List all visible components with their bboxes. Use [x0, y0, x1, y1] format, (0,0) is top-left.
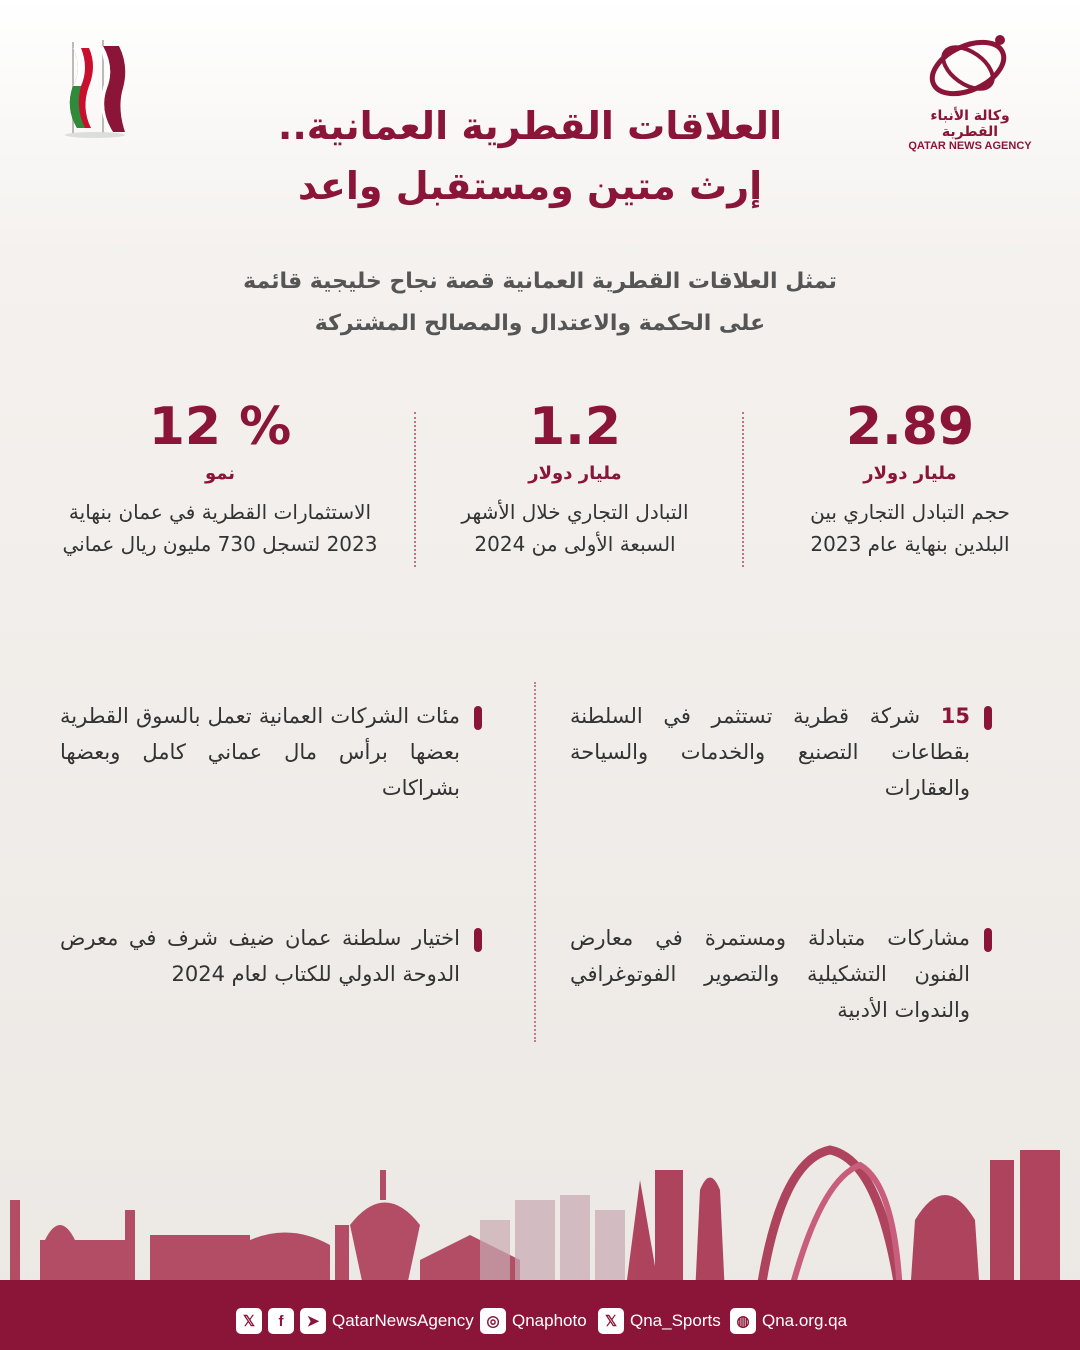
stat-trade-2024	[425, 395, 725, 560]
qna-logo-icon	[920, 30, 1020, 100]
bullet-marker	[984, 706, 992, 730]
bullet-marker	[984, 928, 992, 952]
subtitle-line2: على الحكمة والاعتدال والمصالح المشتركة	[314, 311, 766, 336]
globe-icon[interactable]: ◍	[730, 1308, 756, 1334]
bullet-highlight: 15	[940, 704, 970, 728]
x-icon[interactable]: 𝕏	[236, 1308, 262, 1334]
page-title-line1: العلاقات القطرية العمانية..	[277, 104, 783, 148]
bullet-book-fair	[60, 920, 460, 992]
facebook-icon[interactable]: f	[268, 1308, 294, 1334]
agency-name-en: QATAR NEWS AGENCY	[908, 140, 1032, 152]
page-title-line2: إرث متين ومستقبل واعد	[297, 164, 763, 208]
website[interactable]: Qna.org.qa	[762, 1311, 848, 1330]
stat-divider	[414, 412, 416, 567]
handle-sports[interactable]: Qna_Sports	[630, 1311, 721, 1330]
stat-investment-growth	[50, 395, 390, 560]
bullet-omani-companies	[60, 698, 460, 806]
stat-desc-line1: الاستثمارات القطرية في عمان بنهاية	[68, 500, 372, 524]
bullet-text: مئات الشركات العمانية تعمل بالسوق القطرية بعضها برأس مال عماني كامل وبعضها بشراكات	[60, 704, 460, 800]
bullet-cultural-exchange	[570, 920, 970, 1028]
stat-value: 1.2	[528, 397, 622, 457]
instagram-icon[interactable]: ◎	[480, 1308, 506, 1334]
social-sports[interactable]	[598, 1306, 721, 1336]
stat-desc-line1: التبادل التجاري خلال الأشهر	[461, 500, 689, 524]
bullets-divider	[534, 682, 536, 1042]
stat-trade-2023	[760, 395, 1060, 560]
stat-desc-line2: البلدين بنهاية عام 2023	[810, 532, 1010, 556]
bullet-marker	[474, 928, 482, 952]
social-photo[interactable]	[480, 1306, 587, 1336]
stat-desc	[760, 496, 1060, 560]
stat-desc-line2: السبعة الأولى من 2024	[474, 532, 676, 556]
subtitle-line1: تمثل العلاقات القطرية العمانية قصة نجاح خليجية قائمة	[243, 269, 837, 294]
stat-unit: نمو	[204, 463, 236, 484]
handle-photo[interactable]: Qnaphoto	[512, 1311, 587, 1330]
stat-value: 2.89	[845, 397, 975, 457]
bullet-text: مشاركات متبادلة ومستمرة في معارض الفنون التشكيلية والتصوير الفوتوغرافي والندوات الأدبية	[570, 926, 970, 1022]
flags-illustration	[55, 38, 135, 140]
stat-desc-line1: حجم التبادل التجاري بين	[810, 500, 1010, 524]
website-link[interactable]	[730, 1306, 847, 1336]
bullet-qatari-companies	[570, 698, 970, 806]
skyline-illustration	[0, 1140, 1080, 1295]
bullet-text: اختيار سلطنة عمان ضيف شرف في معرض الدوحة الدولي للكتاب لعام 2024	[60, 926, 460, 986]
telegram-icon[interactable]: ➤	[300, 1308, 326, 1334]
stat-divider	[742, 412, 744, 567]
bullet-text: شركة قطرية تستثمر في السلطنة بقطاعات التصنيع والخدمات والسياحة والعقارات	[570, 704, 970, 800]
stat-unit: مليار دولار	[528, 463, 622, 484]
stat-desc	[50, 496, 390, 560]
qna-logo	[900, 30, 1040, 150]
bullet-marker	[474, 706, 482, 730]
stat-desc-line2: 2023 لتسجل 730 مليون ريال عماني	[62, 532, 378, 556]
stat-desc	[425, 496, 725, 560]
stat-unit: مليار دولار	[863, 463, 957, 484]
stat-value: 12 %	[148, 397, 292, 457]
handle-main[interactable]: QatarNewsAgency	[332, 1311, 474, 1330]
social-main[interactable]	[236, 1306, 474, 1336]
x-icon[interactable]: 𝕏	[598, 1308, 624, 1334]
agency-name-ar: وكالة الأنباء القطرية	[930, 108, 1010, 140]
